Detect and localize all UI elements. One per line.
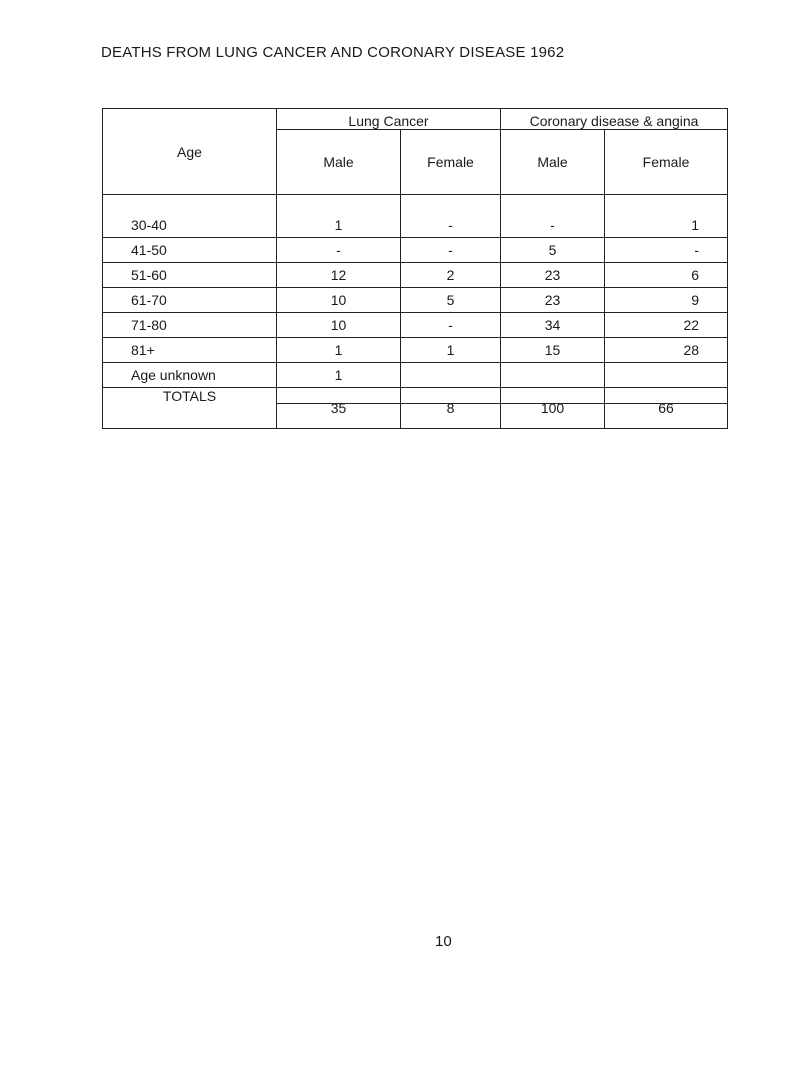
lung-cancer-female-cell: -: [401, 238, 501, 263]
coronary-female-cell: 1: [605, 195, 728, 238]
coronary-female-header: Female: [605, 130, 728, 195]
table-row: [103, 238, 728, 263]
age-cell: 61-70: [103, 288, 277, 313]
age-cell: 41-50: [103, 238, 277, 263]
lung-cancer-male-cell: 10: [277, 313, 401, 338]
double-rule: [276, 403, 728, 404]
coronary-female-cell: 28: [605, 338, 728, 363]
coronary-male-cell: 5: [501, 238, 605, 263]
table-row: [103, 263, 728, 288]
age-cell: Age unknown: [103, 363, 277, 388]
coronary-male-cell: 34: [501, 313, 605, 338]
age-cell: 81+: [103, 338, 277, 363]
lung-cancer-female-cell: -: [401, 195, 501, 238]
lung-cancer-female-cell: [401, 363, 501, 388]
table-row: [103, 313, 728, 338]
table-row: [103, 363, 728, 388]
lung-cancer-male-cell: -: [277, 238, 401, 263]
lung-cancer-male-header: Male: [277, 130, 401, 195]
lung-cancer-female-cell: 5: [401, 288, 501, 313]
coronary-male-cell: [501, 363, 605, 388]
age-cell: 51-60: [103, 263, 277, 288]
coronary-male-cell: -: [501, 195, 605, 238]
lung-cancer-group-header: Lung Cancer: [277, 109, 501, 130]
lung-cancer-female-cell: 2: [401, 263, 501, 288]
lung-cancer-male-cell: 12: [277, 263, 401, 288]
coronary-female-cell: 6: [605, 263, 728, 288]
table-row: [103, 288, 728, 313]
lung-cancer-male-cell: 1: [277, 195, 401, 238]
age-column-header: Age: [103, 109, 277, 195]
coronary-male-cell: 23: [501, 263, 605, 288]
totals-label: TOTALS: [103, 388, 277, 429]
total-coronary-male: 100: [501, 388, 605, 429]
age-cell: 71-80: [103, 313, 277, 338]
table-row: [103, 338, 728, 363]
lung-cancer-female-cell: 1: [401, 338, 501, 363]
coronary-male-cell: 15: [501, 338, 605, 363]
coronary-female-cell: -: [605, 238, 728, 263]
coronary-female-cell: 22: [605, 313, 728, 338]
lung-cancer-male-cell: 1: [277, 338, 401, 363]
total-lung-cancer-female: 8: [401, 388, 501, 429]
deaths-table: [102, 108, 728, 429]
total-lung-cancer-male: 35: [277, 388, 401, 429]
table-row: [103, 195, 728, 238]
coronary-female-cell: [605, 363, 728, 388]
page-number: 10: [435, 933, 452, 950]
lung-cancer-female-cell: -: [401, 313, 501, 338]
coronary-female-cell: 9: [605, 288, 728, 313]
coronary-male-header: Male: [501, 130, 605, 195]
age-cell: 30-40: [103, 195, 277, 238]
page-title: DEATHS FROM LUNG CANCER AND CORONARY DISEASE 1962: [101, 44, 565, 61]
total-coronary-female: 66: [605, 388, 728, 429]
coronary-male-cell: 23: [501, 288, 605, 313]
lung-cancer-female-header: Female: [401, 130, 501, 195]
lung-cancer-male-cell: 1: [277, 363, 401, 388]
coronary-group-header: Coronary disease & angina: [501, 109, 728, 130]
lung-cancer-male-cell: 10: [277, 288, 401, 313]
